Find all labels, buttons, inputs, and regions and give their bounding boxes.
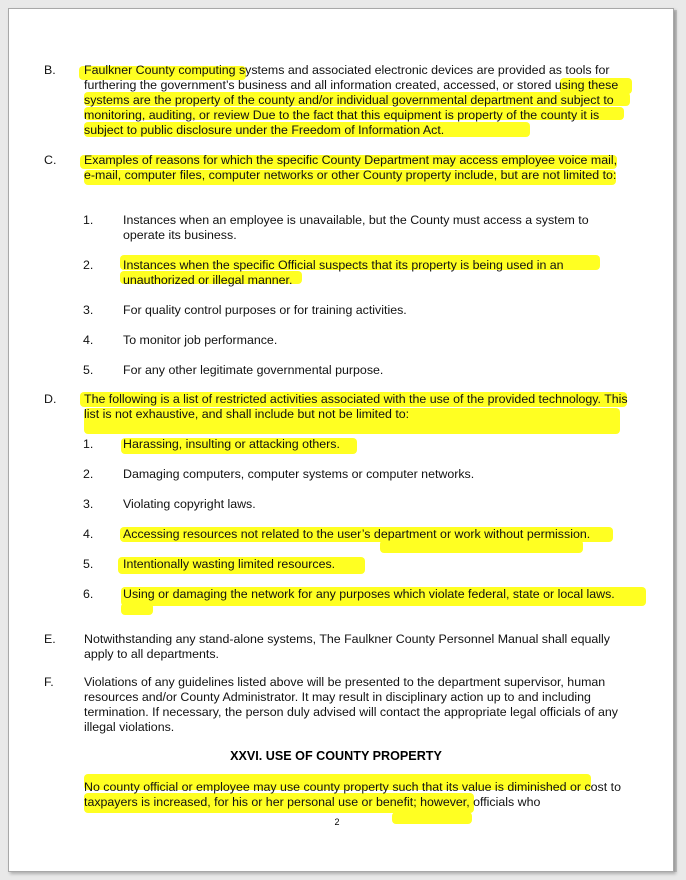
item-d-text: The following is a list of restricted activities associated with the use of the provided technology. This list is not exhaustive, and shall include but not be limited to: — [84, 392, 628, 421]
item-c-5-text: For any other legitimate governmental purpose. — [123, 363, 384, 377]
item-d-3-number: 3. — [83, 497, 94, 511]
item-c-4-text: To monitor job performance. — [123, 333, 278, 347]
item-e-label: E. — [44, 632, 56, 646]
item-b-body: systems and associated electronic devices are provided as tools for furthering the government’s business and all information created, accessed, or stored using these systems are the property of the county and/or individual governmental department and subject to monitoring, auditing, or review Due to the fact that this equipment is property of the county it is subject to public disclosure under the Freedom of Information Act. — [84, 63, 619, 137]
item-d-5-text: Intentionally wasting limited resources. — [123, 557, 336, 571]
section-heading: XXVI. USE OF COUNTY PROPERTY — [230, 749, 442, 763]
item-d-4-number: 4. — [83, 527, 94, 541]
item-d-2-number: 2. — [83, 467, 94, 481]
item-c-4-number: 4. — [83, 333, 94, 347]
item-d-label: D. — [44, 392, 57, 406]
item-d-6-text: Using or damaging the network for any purposes which violate federal, state or local laws. — [123, 587, 615, 601]
highlight-mark — [121, 603, 153, 615]
item-b-text — [84, 63, 629, 138]
item-c-3-text: For quality control purposes or for training activities. — [123, 303, 407, 317]
item-c-label: C. — [44, 153, 57, 167]
item-c-text: Examples of reasons for which the specific County Department may access employee voice mail, e-mail, computer files, computer networks or other County property include, but are not limited to: — [84, 153, 618, 182]
item-d-1-number: 1. — [83, 437, 94, 451]
item-d-5-number: 5. — [83, 557, 94, 571]
item-c-3-number: 3. — [83, 303, 94, 317]
item-d-6-number: 6. — [83, 587, 94, 601]
item-d-3-text: Violating copyright laws. — [123, 497, 256, 511]
item-c-5-number: 5. — [83, 363, 94, 377]
item-c-2-text: Instances when the specific Official suspects that its property is being used in an unauthorized or illegal manner. — [123, 258, 564, 287]
final-paragraph: No county official or employee may use county property such that its value is diminished or cost to taxpayers is increased, for his or her personal use or benefit; however, officials who — [84, 780, 621, 809]
page-number: 2 — [334, 817, 340, 827]
item-f-label: F. — [44, 675, 54, 689]
item-b-highlighted-text: Faulkner County computing — [84, 63, 236, 77]
item-c-1-number: 1. — [83, 213, 94, 227]
item-e-text: Notwithstanding any stand-alone systems, The Faulkner County Personnel Manual shall equally apply to all departments. — [84, 632, 610, 661]
item-f-text: Violations of any guidelines listed above will be presented to the department supervisor, human resources and/or County Administrator. It may result in disciplinary action up to and including termination. If necessary, the person duly advised will contact the appropriate legal officials of any illegal violations. — [84, 675, 619, 734]
item-d-4-text: Accessing resources not related to the user’s department or work without permission. — [123, 527, 591, 541]
item-d-2-text: Damaging computers, computer systems or computer networks. — [123, 467, 475, 481]
item-d-1-text: Harassing, insulting or attacking others. — [123, 437, 340, 451]
item-c-2-number: 2. — [83, 258, 94, 272]
item-c-1-text: Instances when an employee is unavailable, but the County must access a system to operate its business. — [123, 213, 589, 242]
item-b-label: B. — [44, 63, 56, 77]
